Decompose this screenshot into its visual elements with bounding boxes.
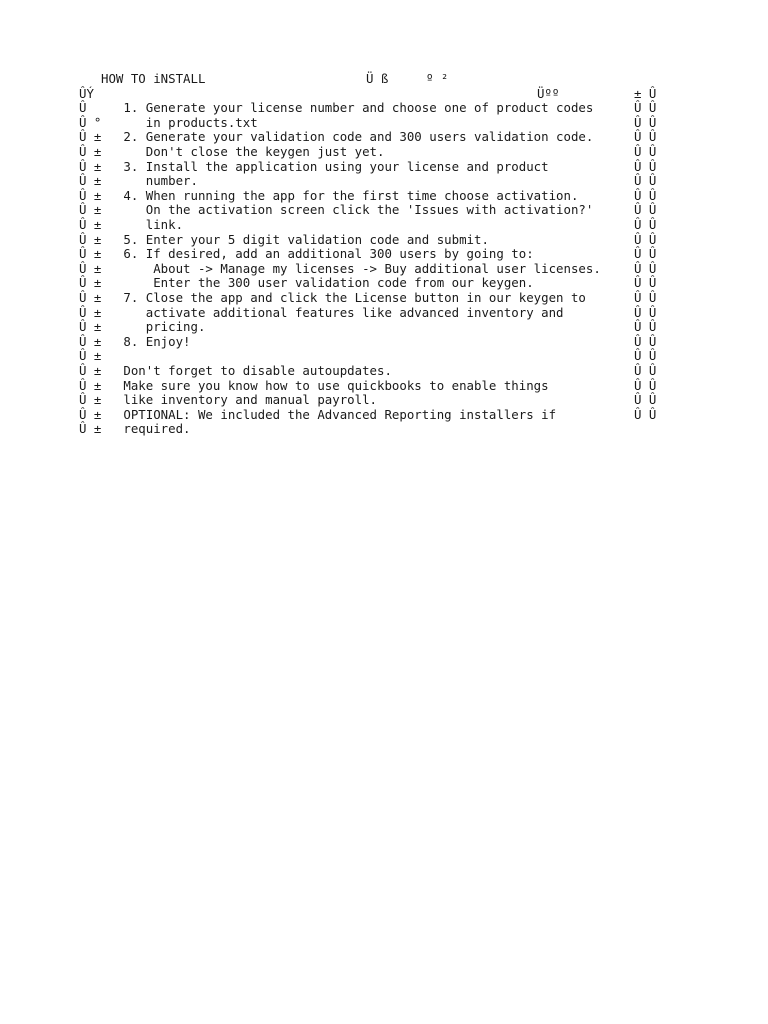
left-border-glyph: Û ± xyxy=(79,333,102,349)
right-border-glyph: Û Û xyxy=(634,275,657,291)
right-border-glyph: Û Û xyxy=(634,129,657,145)
left-border-glyph: ÛÝ xyxy=(79,85,94,101)
left-border-glyph: Û ± xyxy=(79,246,102,262)
instruction-text: like inventory and manual payroll. xyxy=(101,392,378,408)
left-border-glyph: Û ± xyxy=(79,363,102,378)
left-border-glyph: Û ± xyxy=(79,406,102,422)
instruction-text: Enter the 300 user validation code from our keygen. xyxy=(101,275,534,291)
instruction-text: required. xyxy=(101,421,191,437)
instruction-text: link. xyxy=(101,217,184,232)
page-title: HOW TO iNSTALL xyxy=(101,71,206,86)
left-border-glyph: Û ± xyxy=(79,129,102,145)
left-border-glyph: Û ± xyxy=(79,290,102,305)
instruction-text: 7. Close the app and click the License button in our keygen to xyxy=(101,290,586,305)
left-border-glyph: Û ± xyxy=(79,158,102,174)
left-border-glyph: Û ± xyxy=(79,304,102,320)
left-border-glyph: Û ± xyxy=(79,217,102,232)
right-border-glyph: Û Û xyxy=(634,100,657,116)
instruction-text: Make sure you know how to use quickbooks to enable things xyxy=(101,377,549,393)
right-border-glyph: Û Û xyxy=(634,217,657,232)
right-border-glyph: Û Û xyxy=(634,202,657,218)
right-border-glyph: ± Û xyxy=(634,85,657,101)
right-border-glyph: Û Û xyxy=(634,173,657,189)
left-border-glyph: Û ± xyxy=(79,377,102,393)
right-border-glyph: Û Û xyxy=(634,377,657,393)
right-border-glyph: Û Û xyxy=(634,363,657,378)
left-border-glyph: Û ± xyxy=(79,275,102,291)
left-border-glyph: Û ± xyxy=(79,260,102,276)
right-border-glyph: Û Û xyxy=(634,392,657,408)
left-border-glyph: Û ° xyxy=(79,114,102,130)
left-border-glyph: Û ± xyxy=(79,202,102,218)
left-border-glyph: Û xyxy=(79,100,87,116)
right-border-glyph: Û Û xyxy=(634,231,657,247)
right-border-glyph: Û Û xyxy=(634,304,657,320)
right-border-glyph: Û Û xyxy=(634,246,657,262)
left-border-glyph: Û ± xyxy=(79,392,102,408)
instruction-text: 8. Enjoy! xyxy=(101,333,191,349)
header-glyphs-c: Üºº xyxy=(537,85,560,101)
left-border-glyph: Û ± xyxy=(79,231,102,247)
instruction-text: 4. When running the app for the first time choose activation. xyxy=(101,187,579,203)
left-border-glyph: Û ± xyxy=(79,187,102,203)
instruction-text: Don't forget to disable autoupdates. xyxy=(101,363,392,378)
right-border-glyph: Û Û xyxy=(634,144,657,159)
instruction-text: activate additional features like advanced inventory and xyxy=(101,304,564,320)
right-border-glyph: Û Û xyxy=(634,260,657,276)
right-border-glyph: Û Û xyxy=(634,406,657,422)
instruction-text: OPTIONAL: We included the Advanced Reporting installers if xyxy=(101,406,557,422)
instruction-text: in products.txt xyxy=(101,114,258,130)
right-border-glyph: Û Û xyxy=(634,319,657,335)
left-border-glyph: Û ± xyxy=(79,319,102,335)
instruction-text: 2. Generate your validation code and 300 users validation code. xyxy=(101,129,594,145)
title-line xyxy=(0,71,449,87)
instruction-text: About -> Manage my licenses -> Buy additional user licenses. xyxy=(101,260,601,276)
left-border-glyph: Û ± xyxy=(79,421,102,437)
right-border-glyph: Û Û xyxy=(634,114,657,130)
left-border-glyph: Û ± xyxy=(79,144,102,159)
right-border-glyph: Û Û xyxy=(634,290,657,305)
left-border-glyph: Û ± xyxy=(79,173,102,189)
instruction-text: pricing. xyxy=(101,319,206,335)
right-border-glyph: Û Û xyxy=(634,187,657,203)
instruction-text: 5. Enter your 5 digit validation code and submit. xyxy=(101,231,489,247)
header-glyphs-b: º ² xyxy=(426,71,449,86)
right-border-glyph: Û Û xyxy=(634,348,657,364)
instruction-text: 1. Generate your license number and choose one of product codes xyxy=(101,100,594,116)
instruction-text: 3. Install the application using your license and product xyxy=(101,158,549,174)
instruction-text: 6. If desired, add an additional 300 users by going to: xyxy=(101,246,534,262)
right-border-glyph: Û Û xyxy=(634,158,657,174)
instruction-text: On the activation screen click the 'Issues with activation?' xyxy=(101,202,594,218)
header-glyphs-a: Ü ß xyxy=(366,71,389,86)
instruction-text: number. xyxy=(101,173,198,189)
header-border-line xyxy=(0,85,657,102)
right-border-glyph: Û Û xyxy=(634,333,657,349)
instruction-text: Don't close the keygen just yet. xyxy=(101,144,385,159)
left-border-glyph: Û ± xyxy=(79,348,102,364)
